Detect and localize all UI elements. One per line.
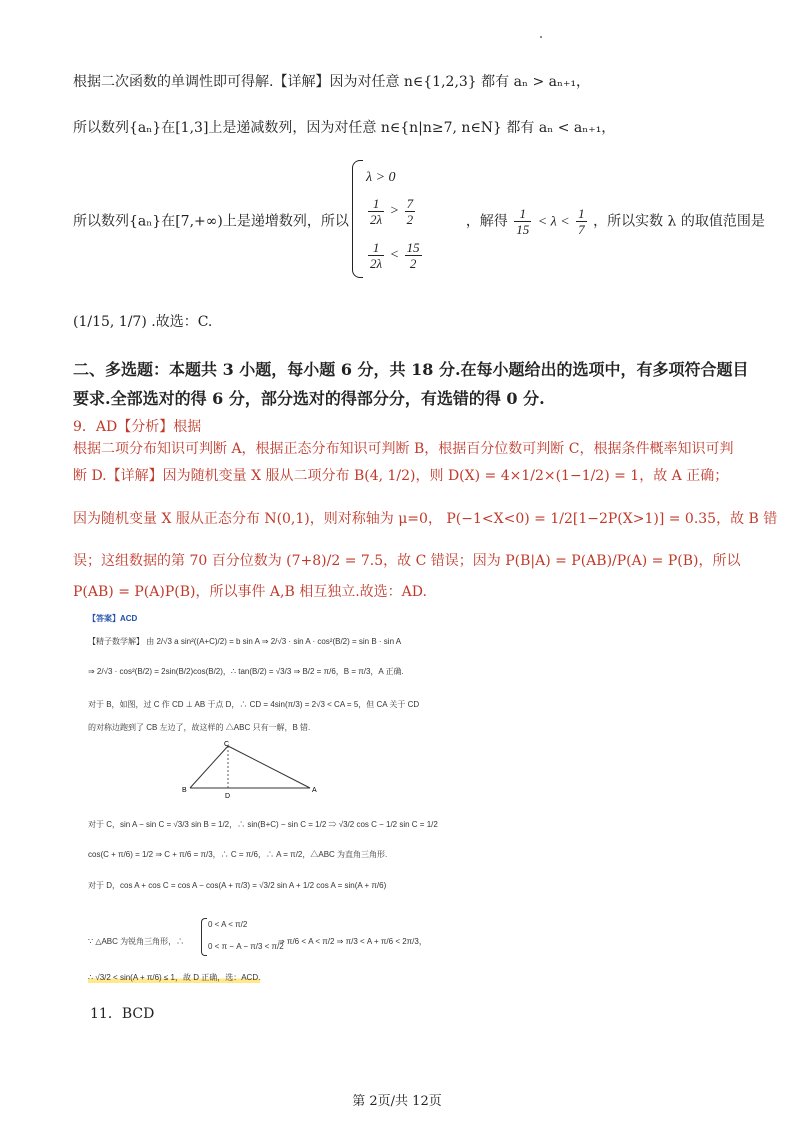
q10-step-2: ⇒ 2/√3 · cos²(B/2) = 2sin(B/2)cos(B/2)，∴ tan(B/2) = √3/3 ⇒ B/2 = π/6，B = π/3，A 正确. — [88, 667, 404, 676]
scan-dot — [540, 36, 542, 38]
result-middle: < λ < — [537, 214, 570, 230]
q10-step-5: 对于 C，sin A − sin C = √3/3 sin B = 1/2，∴ sin(B+C) − sin C = 1/2 ⇒ √3/2 cos C − 1/2 sin C = 1/2 — [88, 820, 438, 829]
q10-step-7: 对于 D，cos A + cos C = cos A − cos(A + π/3) = √3/2 sin A + 1/2 cos A = sin(A + π/6) — [88, 881, 387, 890]
section-heading-line-1: 二、多选题：本题共 3 小题，每小题 6 分，共 18 分.在每小题给出的选项中，有多项符合题目 — [73, 360, 749, 379]
solution-line-3a: 所以数列{aₙ}在[7,+∞)上是递增数列，所以 — [73, 213, 349, 230]
system-row-2: $\frac{1}{2\lambda}$ > $\frac{7}{2}$ — [370, 196, 414, 227]
q10-step-9: ∴ √3/2 < sin(A + π/6) ≤ 1，故 D 正确，选：ACD. — [88, 973, 261, 982]
vertex-a-label: A — [312, 787, 317, 794]
solution-line-3b: ，解得 — [465, 213, 508, 230]
q9-line-3: 断 D.【详解】因为随机变量 X 服从二项分布 B(4, 1/2)，则 D(X) = 4×1/2×(1−1/2) = 1，故 A 正确； — [73, 468, 729, 484]
vertex-c-label: C — [224, 741, 230, 748]
result-lower-fraction: $\frac{1}{15}$ — [516, 206, 530, 237]
point-d-label: D — [225, 793, 231, 800]
vertex-b-label: B — [182, 787, 187, 794]
q10-step-8a: ∵ △ABC 为锐角三角形，∴ — [88, 937, 185, 946]
q10-step-8b: 0 < A < π/2 — [208, 920, 248, 929]
q10-step-4: 的对称边跑到了 CB 左边了，故这样的 △ABC 只有一解，B 错. — [88, 723, 311, 732]
solution-line-4: (1/15, 1/7) .故选：C. — [73, 314, 213, 330]
result-upper-fraction: $\frac{1}{7}$ — [578, 206, 585, 237]
q9-line-6: P(AB) = P(A)P(B)，所以事件 A,B 相互独立.故选：AD. — [73, 584, 427, 600]
q10-answer-tag: 【答案】ACD — [88, 614, 138, 623]
solution-line-3c: ，所以实数 λ 的取值范围是 — [593, 213, 765, 230]
section-heading-line-2: 要求.全部选对的得 6 分，部分选对的得部分分，有选错的得 0 分. — [73, 389, 545, 408]
q10-step-6: cos(C + π/6) = 1/2 ⇒ C + π/6 = π/3，∴ C = π/6，∴ A = π/2，△ABC 为直角三角形. — [88, 850, 388, 859]
q9-line-4: 因为随机变量 X 服从正态分布 N(0,1)，则对称轴为 μ=0， P(−1<X<0) = 1/2[1−2P(X>1)] = 0.35，故 B 错 — [73, 511, 778, 527]
system-row-3: $\frac{1}{2\lambda}$ < $\frac{15}{2}$ — [370, 240, 420, 271]
q10-step-1: 【精子数学解】 由 2/√3 a sin²((A+C)/2) = b sin A ⇒ 2/√3 · sin A · cos²(B/2) = sin B · sin A — [88, 637, 402, 646]
q10-brace — [201, 918, 207, 956]
q9-line-5: 误；这组数据的第 70 百分位数为 (7+8)/2 = 7.5，故 C 错误；因为 P(B|A) = P(AB)/P(A) = P(B)，所以 — [73, 553, 741, 569]
q9-line-1: 9．AD【分析】根据 — [73, 419, 202, 435]
solution-line-1: 根据二次函数的单调性即可得解.【详解】因为对任意 n∈{1,2,3} 都有 aₙ > aₙ₊₁， — [73, 74, 591, 90]
page-footer: 第 2页/共 12页 — [352, 1094, 442, 1109]
solution-line-2: 所以数列{aₙ}在[1,3]上是递减数列，因为对任意 n∈{n|n≥7, n∈N} 都有 aₙ < aₙ₊₁， — [73, 120, 616, 136]
triangle-figure — [180, 738, 320, 800]
q9-line-2: 根据二项分布知识可判断 A，根据正态分布知识可判断 B，根据百分位数可判断 C，根据条件概率知识可判 — [73, 441, 734, 457]
triangle-side-bc — [190, 746, 228, 788]
triangle-side-ca — [228, 746, 310, 788]
system-brace — [352, 160, 363, 278]
system-row-1: λ > 0 — [366, 170, 396, 185]
q10-step-8d: ⇒ π/6 < A < π/2 ⇒ π/3 < A + π/6 < 2π/3， — [278, 937, 427, 946]
q10-step-8c: 0 < π − A − π/3 < π/2 — [208, 942, 284, 951]
q11-label: 11．BCD — [90, 1006, 155, 1022]
q10-step-3: 对于 B，如图，过 C 作 CD ⊥ AB 于点 D，∴ CD = 4sin(π/3) = 2√3 < CA = 5，但 CA 关于 CD — [88, 700, 420, 709]
